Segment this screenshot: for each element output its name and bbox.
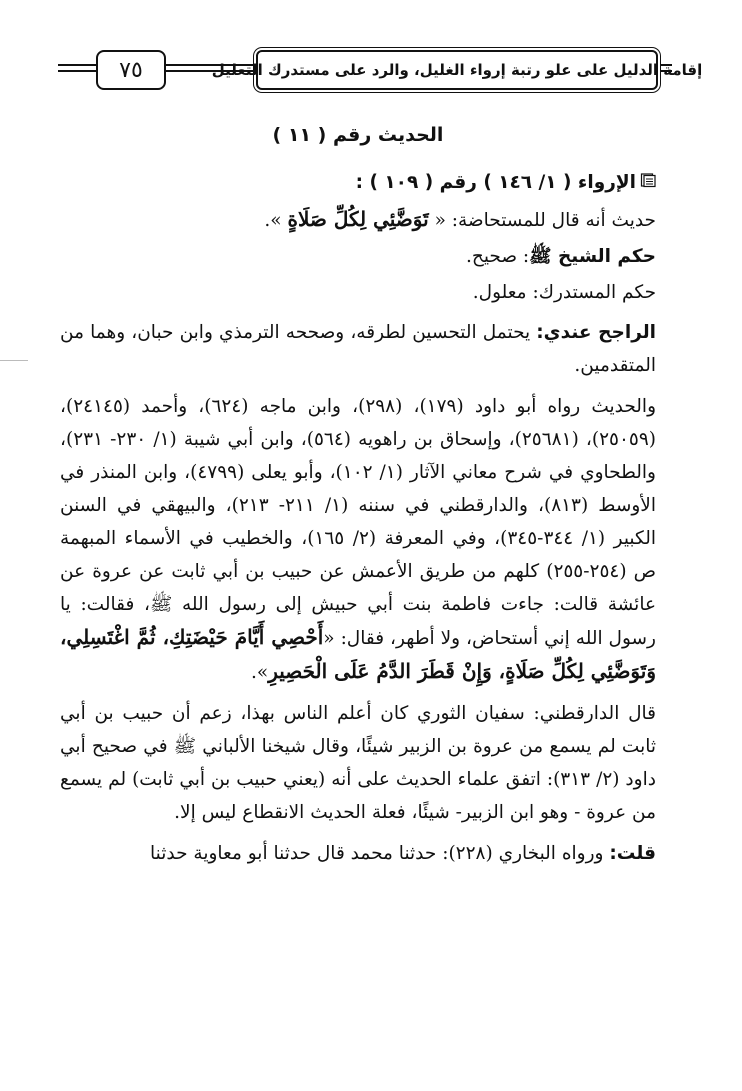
sheikh-ruling-value: : صحيح.	[466, 246, 530, 267]
preferred-opinion	[60, 316, 656, 382]
takhrij-paragraph	[60, 390, 656, 689]
mustadrak-ruling-value: : معلول.	[472, 282, 539, 303]
qultu-text: ورواه البخاري (٢٢٨): حدثنا محمد قال حدثنا أبو معاوية حدثنا	[150, 843, 610, 864]
daraqutni-paragraph: قال الدارقطني: سفيان الثوري كان أعلم الناس بهذا، زعم أن حبيب بن أبي ثابت لم يسمع من عروة بن الزبير شيئًا، وقال شيخنا الألباني ﷺ في صحيح أبي داود (٢/ ٣١٣): اتفق علماء الحديث على أنه (يعني حبيب بن أبي ثابت) لم يسمع من عروة - وهو ابن الزبير- شيئًا، فعلة الحديث الانقطاع ليس إلا.	[60, 703, 656, 823]
qultu-paragraph	[60, 837, 656, 870]
hadith-statement	[60, 206, 656, 234]
sheikh-ruling	[60, 244, 656, 270]
page-body	[60, 118, 656, 870]
mustadrak-ruling	[60, 280, 656, 306]
preferred-text: يحتمل التحسين لطرقه، وصححه الترمذي وابن حبان، وهما من المتقدمين.	[60, 322, 656, 376]
statement-prefix: حديث أنه قال للمستحاضة: «	[434, 210, 656, 231]
hadith-heading: الحديث رقم ( ١١ )	[272, 124, 444, 146]
page-number: ٧٥	[96, 50, 166, 90]
irwa-reference	[60, 170, 656, 196]
takhrij-end: ».	[251, 662, 269, 683]
book-title: إقامة الدليل على علو رتبة إرواء الغليل، والرد على مستدرك التعليل	[256, 50, 658, 90]
mustadrak-ruling-label: حكم المستدرك	[538, 282, 656, 303]
running-header	[58, 44, 703, 96]
sheikh-ruling-label: حكم الشيخ ﷺ	[529, 246, 656, 267]
irwa-label: الإرواء ( ١/ ١٤٦ ) رقم ( ١٠٩ ) :	[355, 172, 636, 193]
qultu-label: قلت:	[609, 843, 656, 864]
takhrij-hadith: أَحْصِي أَيَّامَ حَيْضَتِكِ، ثُمَّ اغْتَسِلِي، وَتَوَضَّئِي لِكُلِّ صَلَاةٍ، وَإِنْ قَطَرَ الدَّمُ عَلَى الْحَصِيرِ	[60, 625, 656, 683]
statement-suffix: ».	[264, 210, 282, 231]
margin-mark	[0, 360, 28, 361]
takhrij-text: والحديث رواه أبو داود (١٧٩)، (٢٩٨)، وابن ماجه (٦٢٤)، وأحمد (٢٤١٤٥)، (٢٥٠٥٩)، (٢٥٦٨١)، وإسحاق بن راهويه (٥٦٤)، وابن أبي شيبة (١/ ٢٣٠- ٢٣١)، والطحاوي في شرح معاني الآثار (١/ ١٠٢)، وأبو يعلى (٤٧٩٩)، وابن المنذر في الأوسط (٨١٣)، والدارقطني في سننه (١/ ٢١١- ٢١٣)، والبيهقي في السنن الكبير (١/ ٣٤٤-٣٤٥)، وفي المعرفة (٢/ ١٦٥)، والخطيب في الأسماء المبهمة ص (٢٥٤-٢٥٥) كلهم من طريق الأعمش عن حبيب بن أبي ثابت عن عروة عن عائشة قالت: جاءت فاطمة بنت أبي حبيش إلى رسول الله ﷺ، فقالت: يا رسول الله إني أستحاض، ولا أطهر، فقال: «	[60, 396, 656, 649]
statement-hadith: تَوَضَّئِي لِكُلِّ صَلَاةٍ	[287, 207, 429, 231]
book-icon	[640, 170, 656, 196]
preferred-label: الراجح عندي:	[536, 322, 656, 343]
